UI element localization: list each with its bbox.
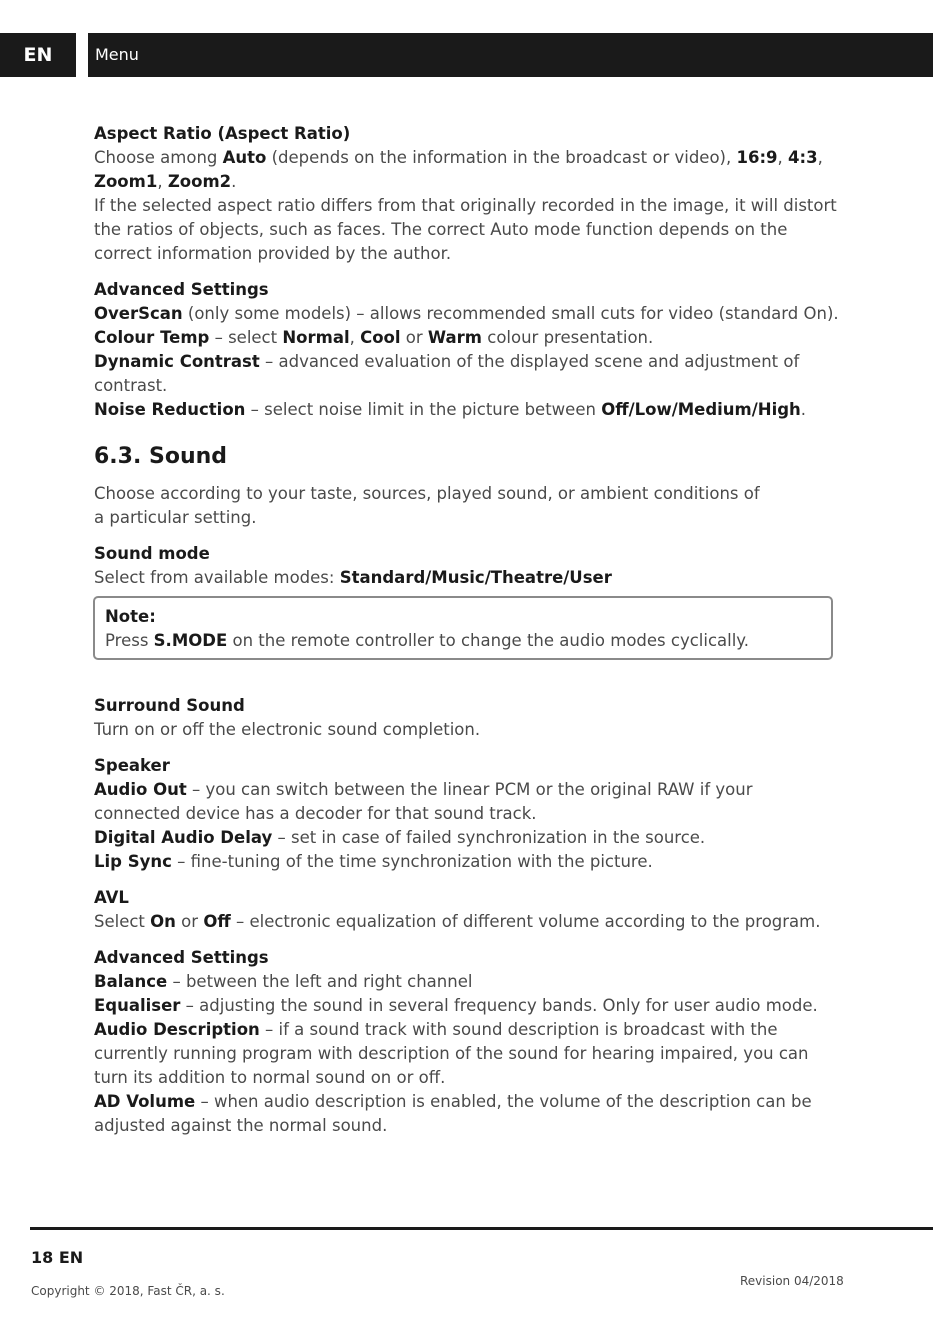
aspect-ratio-description: If the selected aspect ratio differs from that originally recorded in the image, it will distort the ratios of objects, such as faces. The correct Auto mode function depends on the correct information provided by the author. [94, 196, 837, 263]
balance-item: Balance – between the left and right channel [94, 972, 473, 991]
language-label: EN [0, 33, 76, 77]
audio-out-item: Audio Out – you can switch between the linear PCM or the original RAW if your connected device has a decoder for that sound track. [94, 780, 753, 823]
note-text: Press S.MODE on the remote controller to change the audio modes cyclically. [105, 631, 749, 650]
advanced-picture-title: Advanced Settings [94, 280, 269, 299]
copyright: Copyright © 2018, Fast ČR, a. s. [31, 1284, 225, 1298]
noise-reduction-item: Noise Reduction – select noise limit in the picture between Off/Low/Medium/High. [94, 400, 807, 419]
aspect-ratio-section [94, 122, 844, 266]
digital-audio-delay-item: Digital Audio Delay – set in case of failed synchronization in the source. [94, 828, 706, 847]
sound-intro: Choose according to your taste, sources, played sound, or ambient conditions of a particular setting. [94, 484, 760, 527]
page-content [94, 122, 844, 1138]
page-number: 18 EN [31, 1248, 84, 1267]
lip-sync-item: Lip Sync – fine-tuning of the time synchronization with the picture. [94, 852, 653, 871]
sound-mode-title: Sound mode [94, 544, 210, 563]
overscan-item: OverScan (only some models) – allows recommended small cuts for video (standard On). [94, 304, 839, 323]
speaker-title: Speaker [94, 756, 170, 775]
aspect-ratio-title: Aspect Ratio (Aspect Ratio) [94, 124, 351, 143]
sound-mode-text: Select from available modes: Standard/Music/Theatre/User [94, 568, 612, 587]
note-box [93, 596, 833, 660]
avl-title: AVL [94, 888, 129, 907]
ad-volume-item: AD Volume – when audio description is enabled, the volume of the description can be adjusted against the normal sound. [94, 1092, 812, 1135]
note-title: Note: [105, 607, 156, 626]
dynamic-contrast-item: Dynamic Contrast – advanced evaluation of the displayed scene and adjustment of contrast. [94, 352, 800, 395]
footer-divider [30, 1227, 933, 1230]
colour-temp-item: Colour Temp – select Normal, Cool or Warm colour presentation. [94, 328, 654, 347]
audio-description-item: Audio Description – if a sound track with sound description is broadcast with the currently running program with description of the sound for hearing impaired, you can turn its addition to normal sound on or off. [94, 1020, 809, 1087]
advanced-sound-title: Advanced Settings [94, 948, 269, 967]
advanced-picture-section [94, 278, 844, 422]
section-label: Menu [88, 33, 933, 77]
aspect-ratio-options: Choose among Auto (depends on the information in the broadcast or video), 16:9, 4:3, Zoom1, Zoom2. [94, 148, 823, 191]
revision: Revision 04/2018 [740, 1274, 844, 1288]
surround-title: Surround Sound [94, 696, 245, 715]
avl-text: Select On or Off – electronic equalization of different volume according to the program. [94, 912, 821, 931]
equaliser-item: Equaliser – adjusting the sound in several frequency bands. Only for user audio mode. [94, 996, 818, 1015]
sound-heading: 6.3. Sound [94, 444, 228, 469]
page-header [0, 33, 933, 77]
surround-text: Turn on or off the electronic sound completion. [94, 720, 481, 739]
